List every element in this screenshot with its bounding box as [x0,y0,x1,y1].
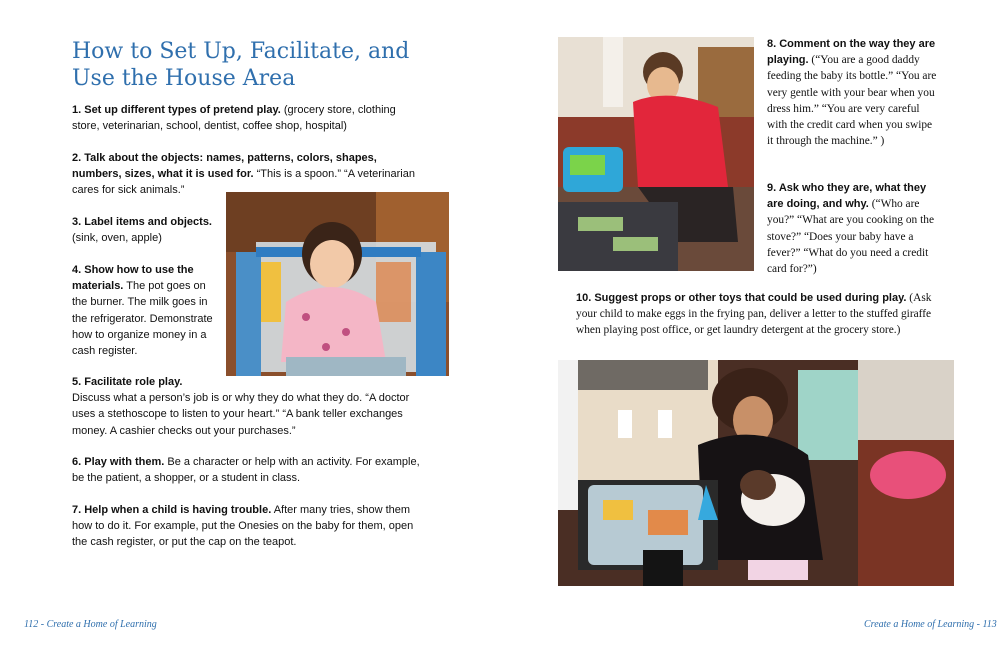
title-line-2: Use the House Area [72,66,296,91]
tip-10-text: (Ask your child to make eggs in the frying pan, deliver a letter to the stuffed giraffe when playing post office, or get laundry detergent at the grocery store.) [576,292,932,337]
tip-6 [72,454,422,486]
tip-4-text: The pot goes on the burner. The milk goes in the refrigerator. Demonstrate how to organize money in a cash register. [72,280,213,358]
tip-5-text: Discuss what a person’s job is or why they do what they do. “A doctor uses a stethoscope to listen to your heart.” “A bank teller exchanges money. A cashier checks out your purchases.” [72,392,410,437]
tip-6-text: Be a character or help with an activity. For example, be the patient, a shopper, or a student in class. [72,456,420,485]
tip-2-heading: 2. Talk about the objects: names, patterns, colors, shapes, numbers, sizes, what it is used for. [72,152,377,181]
tip-1-heading: 1. Set up different types of pretend play. [72,104,281,116]
tip-3-heading: 3. Label items and objects. [72,216,212,228]
page-title [72,38,412,92]
tip-6-heading: 6. Play with them. [72,456,165,468]
tip-3 [72,214,220,246]
right-footer: Create a Home of Learning - 113 [864,619,997,630]
tip-8-heading: 8. Comment on the way they are playing. [767,38,936,67]
tip-5-heading: 5. Facilitate role play. [72,376,183,388]
tip-8-text: (“You are a good daddy feeding the baby its bottle.” “You are very gentle with your bear when you dress him.” “You are very careful with the credit card when you swipe it through the machine.” ) [767,54,937,148]
tip-7 [72,502,422,551]
tip-8 [767,36,939,149]
tip-10 [576,290,948,339]
tip-9-text: (“Who are you?” “What are you cooking on the stove?” “Does your baby have a fever?” “What do you need a credit card for?”) [767,198,934,276]
tip-4-heading: 4. Show how to use the materials. [72,264,194,293]
toddler-photo [226,192,449,376]
tip-1-text: (grocery store, clothing store, veterinarian, school, dentist, coffee shop, hospital) [72,104,396,133]
tip-2-text: “This is a spoon.” “A veterinarian cares for sick animals.” [72,168,415,197]
tip-4 [72,262,220,359]
tip-10-heading: 10. Suggest props or other toys that could be used during play. [576,292,907,304]
tip-7-text: After many tries, show them how to do it. For example, put the Onesies on the baby for them, open the cash register, or put the cap on the teapot. [72,504,414,549]
title-line-1: How to Set Up, Facilitate, and [72,39,410,64]
tip-9 [767,180,939,277]
girl-baby-doll-photo [558,360,954,586]
tip-3-text: (sink, oven, apple) [72,232,162,245]
boy-cash-register-photo [558,37,754,271]
tip-9-heading: 9. Ask who they are, what they are doing, and why. [767,182,927,211]
tip-1 [72,102,422,134]
tip-5 [72,374,422,439]
tip-7-heading: 7. Help when a child is having trouble. [72,504,272,516]
left-footer: 112 - Create a Home of Learning [24,619,157,630]
